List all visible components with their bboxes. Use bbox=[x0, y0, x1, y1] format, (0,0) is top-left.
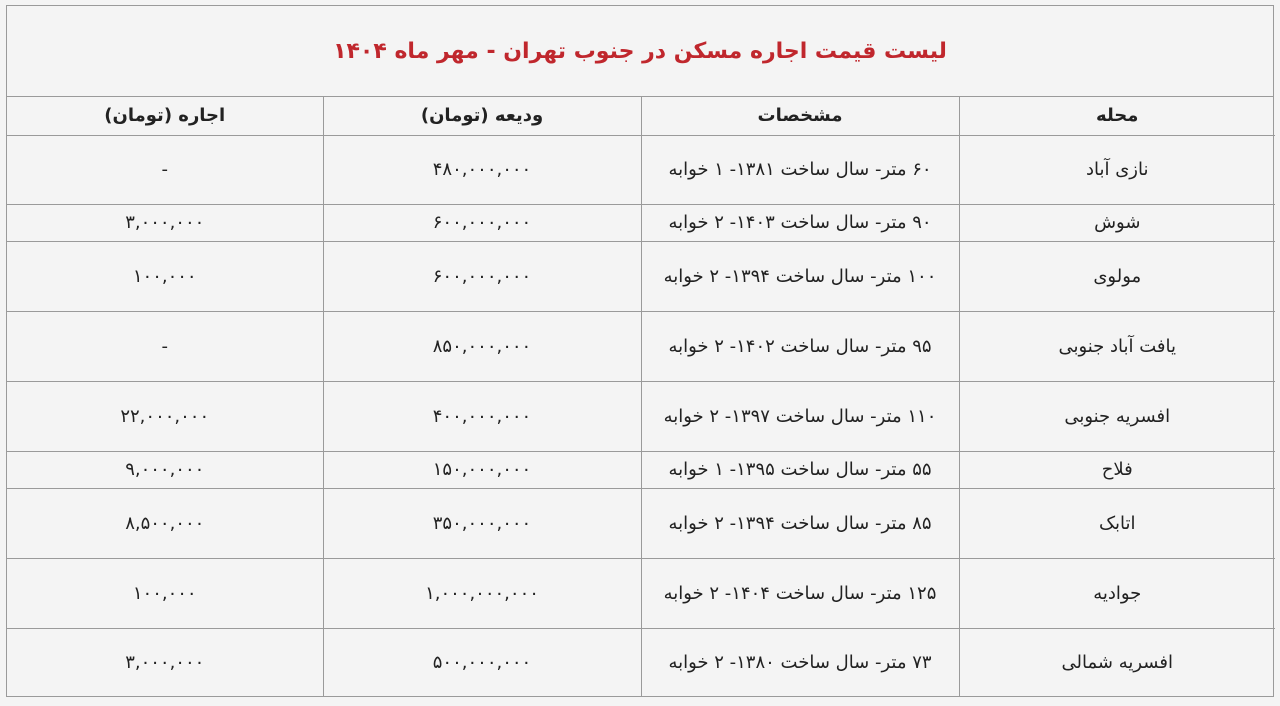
header-neighborhood: محله bbox=[959, 97, 1275, 135]
cell-deposit: ۵۰۰,۰۰۰,۰۰۰ bbox=[323, 628, 641, 697]
cell-neighborhood: مولوی bbox=[959, 241, 1275, 311]
cell-neighborhood: نازی آباد bbox=[959, 135, 1275, 204]
table-row bbox=[7, 135, 1275, 204]
rent-price-table bbox=[7, 97, 1275, 697]
cell-specs: ۱۰۰ متر- سال ساخت ۱۳۹۴- ۲ خوابه bbox=[641, 241, 959, 311]
header-deposit: ودیعه (تومان) bbox=[323, 97, 641, 135]
cell-specs: ۹۰ متر- سال ساخت ۱۴۰۳- ۲ خوابه bbox=[641, 204, 959, 241]
cell-specs: ۷۳ متر- سال ساخت ۱۳۸۰- ۲ خوابه bbox=[641, 628, 959, 697]
table-row bbox=[7, 558, 1275, 628]
cell-deposit: ۴۸۰,۰۰۰,۰۰۰ bbox=[323, 135, 641, 204]
cell-neighborhood: افسریه جنوبی bbox=[959, 381, 1275, 451]
cell-neighborhood: فلاح bbox=[959, 451, 1275, 488]
cell-deposit: ۱,۰۰۰,۰۰۰,۰۰۰ bbox=[323, 558, 641, 628]
page-title: لیست قیمت اجاره مسکن در جنوب تهران - مهر ماه ۱۴۰۴ bbox=[7, 6, 1273, 97]
cell-rent: ۳,۰۰۰,۰۰۰ bbox=[7, 204, 323, 241]
cell-deposit: ۶۰۰,۰۰۰,۰۰۰ bbox=[323, 204, 641, 241]
table-row bbox=[7, 628, 1275, 697]
cell-neighborhood: شوش bbox=[959, 204, 1275, 241]
cell-deposit: ۴۰۰,۰۰۰,۰۰۰ bbox=[323, 381, 641, 451]
rent-price-table-card bbox=[6, 5, 1274, 697]
table-header-row bbox=[7, 97, 1275, 135]
table-row bbox=[7, 381, 1275, 451]
cell-deposit: ۶۰۰,۰۰۰,۰۰۰ bbox=[323, 241, 641, 311]
cell-specs: ۸۵ متر- سال ساخت ۱۳۹۴- ۲ خوابه bbox=[641, 488, 959, 558]
header-specs: مشخصات bbox=[641, 97, 959, 135]
cell-deposit: ۸۵۰,۰۰۰,۰۰۰ bbox=[323, 311, 641, 381]
cell-specs: ۵۵ متر- سال ساخت ۱۳۹۵- ۱ خوابه bbox=[641, 451, 959, 488]
cell-specs: ۱۱۰ متر- سال ساخت ۱۳۹۷- ۲ خوابه bbox=[641, 381, 959, 451]
cell-rent: ۲۲,۰۰۰,۰۰۰ bbox=[7, 381, 323, 451]
cell-neighborhood: اتابک bbox=[959, 488, 1275, 558]
table-row bbox=[7, 488, 1275, 558]
cell-deposit: ۳۵۰,۰۰۰,۰۰۰ bbox=[323, 488, 641, 558]
cell-rent: ۱۰۰,۰۰۰ bbox=[7, 558, 323, 628]
cell-rent: ۱۰۰,۰۰۰ bbox=[7, 241, 323, 311]
cell-deposit: ۱۵۰,۰۰۰,۰۰۰ bbox=[323, 451, 641, 488]
cell-specs: ۱۲۵ متر- سال ساخت ۱۴۰۴- ۲ خوابه bbox=[641, 558, 959, 628]
cell-neighborhood: افسریه شمالی bbox=[959, 628, 1275, 697]
cell-rent: - bbox=[7, 135, 323, 204]
cell-specs: ۶۰ متر- سال ساخت ۱۳۸۱- ۱ خوابه bbox=[641, 135, 959, 204]
cell-rent: ۸,۵۰۰,۰۰۰ bbox=[7, 488, 323, 558]
header-rent: اجاره (تومان) bbox=[7, 97, 323, 135]
cell-specs: ۹۵ متر- سال ساخت ۱۴۰۲- ۲ خوابه bbox=[641, 311, 959, 381]
cell-neighborhood: جوادیه bbox=[959, 558, 1275, 628]
table-row bbox=[7, 241, 1275, 311]
table-row bbox=[7, 311, 1275, 381]
table-row bbox=[7, 451, 1275, 488]
table-row bbox=[7, 204, 1275, 241]
cell-rent: ۹,۰۰۰,۰۰۰ bbox=[7, 451, 323, 488]
cell-rent: ۳,۰۰۰,۰۰۰ bbox=[7, 628, 323, 697]
cell-rent: - bbox=[7, 311, 323, 381]
cell-neighborhood: یافت آباد جنوبی bbox=[959, 311, 1275, 381]
